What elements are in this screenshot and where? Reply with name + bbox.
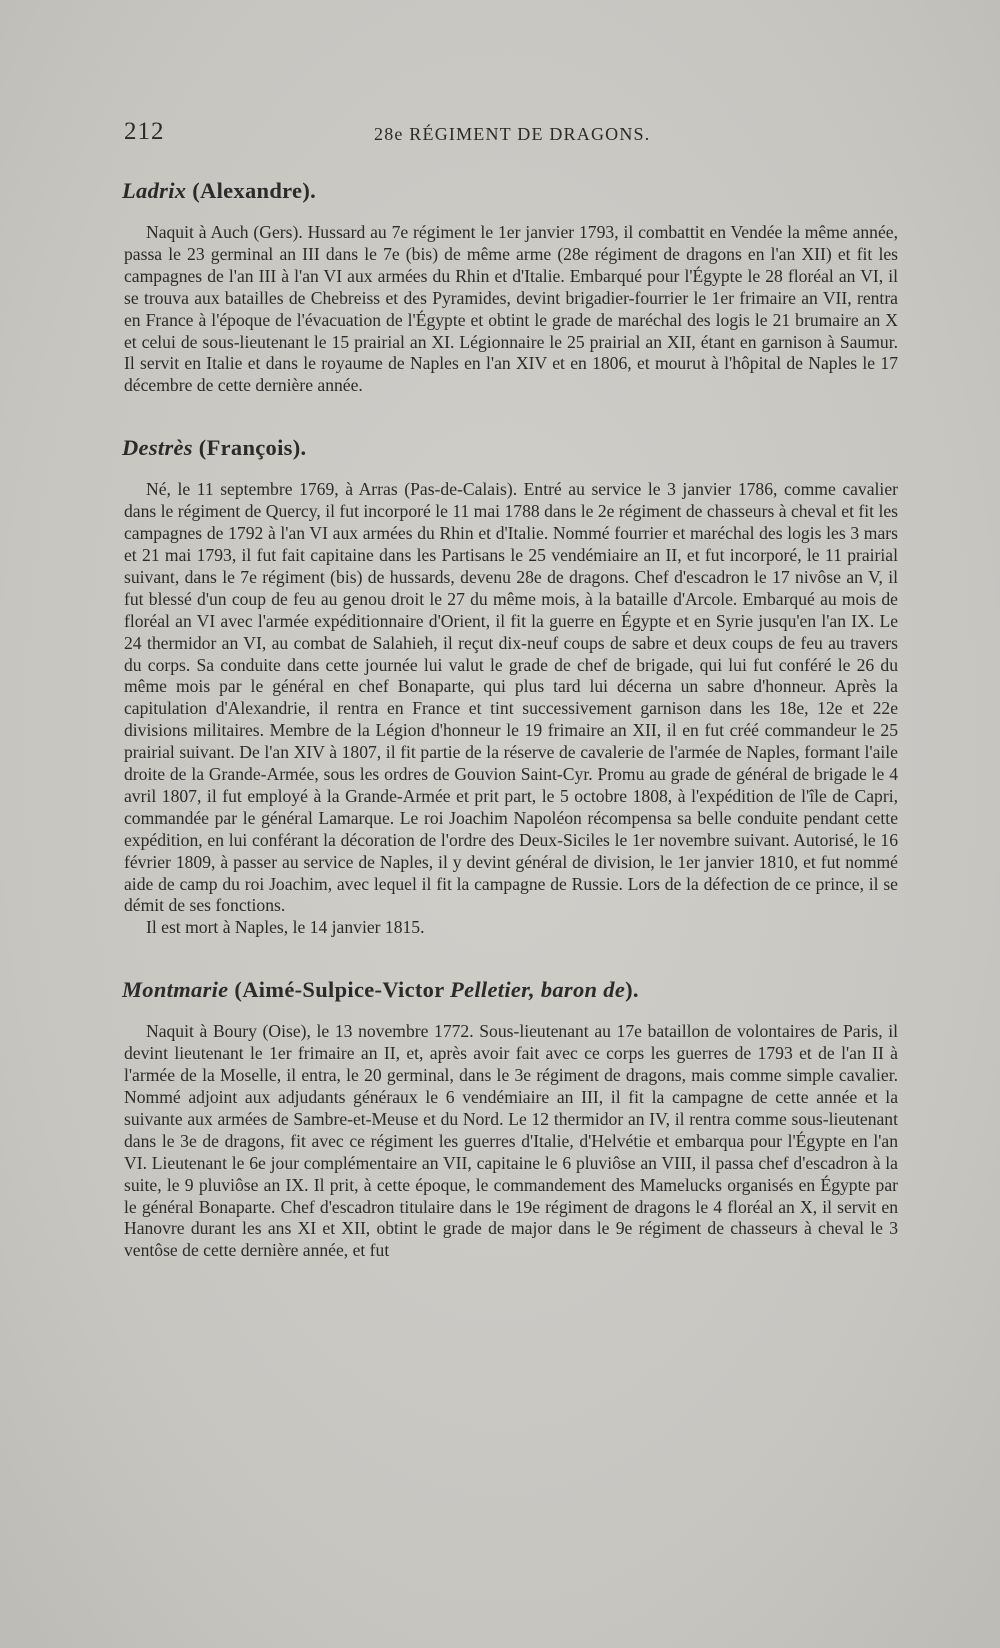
page-content <box>124 178 898 1262</box>
entry-paragraph: Il est mort à Naples, le 14 janvier 1815. <box>146 917 425 938</box>
running-head <box>124 118 898 148</box>
entry-given-end: ). <box>625 977 639 1003</box>
entry-heading <box>122 178 898 204</box>
entry-surname: Destrès <box>122 435 193 461</box>
entry-surname: Montmarie <box>122 977 229 1003</box>
entry-given-names: (Aimé-Sulpice-Victor <box>234 977 445 1003</box>
entry-ladrix <box>124 178 898 397</box>
entry-given-names: (François). <box>198 435 307 461</box>
running-title: 28e RÉGIMENT DE DRAGONS. <box>374 124 651 144</box>
entry-paragraph: Né, le 11 septembre 1769, à Arras (Pas-de-Calais). Entré au service le 3 janvier 1786, comme cavalier dans le régiment de Quercy, il fut incorporé le 11 mai 1788 dans le 2e régiment de chasseurs à cheval et fit les campagnes de 1792 à l'an VI aux armées du Rhin et d'Italie. Nommé fourrier et maréchal des logis les 3 mars et 21 mai 1793, il fut fait capitaine dans les Partisans le 25 vendémiaire an II, et fut incorporé, le 11 prairial suivant, dans le 7e régiment (bis) de hussards, devenu 28e de dragons. Chef d'escadron le 17 nivôse an V, il fut blessé d'un coup de feu au genou droit le 27 du même mois, à la bataille d'Arcole. Embarqué au mois de floréal an VI avec l'armée expéditionnaire d'Orient, il fit la guerre en Égypte et en Syrie jusqu'en l'an IX. Le 24 thermidor an VI, au combat de Salahieh, il reçut dix-neuf coups de sabre et deux coups de feu au travers du corps. Sa conduite dans cette journée lui valut le grade de chef de brigade, qui lui fut conféré le 26 du même mois par le général en chef Bonaparte, qui plus tard lui décerna un sabre d'honneur. Après la capitulation d'Alexandrie, il rentra en France et tint successivement garnison dans les 18e, 12e et 22e divisions militaires. Membre de la Légion d'honneur le 19 frimaire an XII, il en fut créé commandeur le 25 prairial suivant. De l'an XIV à 1807, il fit partie de la réserve de cavalerie de l'armée de Naples, formant l'aile droite de la Grande-Armée, sous les ordres de Gouvion Saint-Cyr. Promu au grade de général de brigade le 4 avril 1807, il fut employé à la Grande-Armée et prit part, le 5 octobre 1808, à l'expédition de l'île de Capri, commandée par le général Lamarque. Le roi Joachim Napoléon récompensa sa belle conduite pendant cette expédition, en lui conférant la décoration de l'ordre des Deux-Siciles le 1er novembre suivant. Autorisé, le 16 février 1809, à passer au service de Naples, il y devint général de division, le 1er janvier 1810, et fut nommé aide de camp du roi Joachim, avec lequel il fit la campagne de Russie. Lors de la défection de ce prince, il se démit de ses fonctions. <box>124 479 898 916</box>
entry-given-italic: Pelletier, baron de <box>450 977 626 1003</box>
entry-montmarie <box>124 977 898 1262</box>
entry-destres <box>124 435 898 939</box>
page-number: 212 <box>124 118 165 145</box>
entry-heading <box>122 977 898 1003</box>
entry-given-names: (Alexandre). <box>192 178 317 203</box>
entry-surname: Ladrix <box>122 178 187 203</box>
entry-paragraph: Naquit à Boury (Oise), le 13 novembre 1772. Sous-lieutenant au 17e bataillon de volontaires de Paris, il devint lieutenant le 1er frimaire an II, et, après avoir fait avec ce corps les guerres de 1793 et de l'an II à l'armée de la Moselle, il entra, le 20 germinal, dans le 3e régiment de dragons, mais comme simple cavalier. Nommé adjoint aux adjudants généraux le 6 vendémiaire an III, il fit la campagne de cette année et la suivante aux armées de Sambre-et-Meuse et du Nord. Le 12 thermidor an IV, il rentra comme sous-lieutenant dans le 3e de dragons, fit avec ce régiment les guerres d'Italie, d'Helvétie et embarqua pour l'Égypte en l'an VI. Lieutenant le 6e jour complémentaire an VII, capitaine le 6 pluviôse an VIII, il passa chef d'escadron à la suite, le 9 pluviôse an IX. Il prit, à cette époque, le commandement des Mamelucks organisés en Égypte par le général Bonaparte. Chef d'escadron titulaire dans le 19e régiment de dragons le 4 floréal an X, il servit en Hanovre durant les ans XI et XII, obtint le grade de major dans le 9e régiment de chasseurs à cheval le 3 ventôse de cette dernière année, et fut <box>124 1021 898 1261</box>
entry-heading <box>122 435 898 461</box>
entry-paragraph: Naquit à Auch (Gers). Hussard au 7e régiment le 1er janvier 1793, il combattit en Vendée la même année, passa le 23 germinal an III dans le 7e (bis) de même arme (28e régiment de dragons en l'an XII) et fit les campagnes de l'an III à l'an VI aux armées du Rhin et d'Italie. Embarqué pour l'Égypte le 28 floréal an VI, il se trouva aux batailles de Chebreiss et des Pyramides, devint brigadier-fourrier le 1er frimaire an VII, rentra en France à l'époque de l'évacuation de l'Égypte et obtint le grade de maréchal des logis le 21 brumaire an X et celui de sous-lieutenant le 15 prairial an XI. Légionnaire le 25 prairial an XII, étant en garnison à Saumur. Il servit en Italie et dans le royaume de Naples en l'an XIV et en 1806, et mourut à l'hôpital de Naples le 17 décembre de cette dernière année. <box>124 222 898 396</box>
